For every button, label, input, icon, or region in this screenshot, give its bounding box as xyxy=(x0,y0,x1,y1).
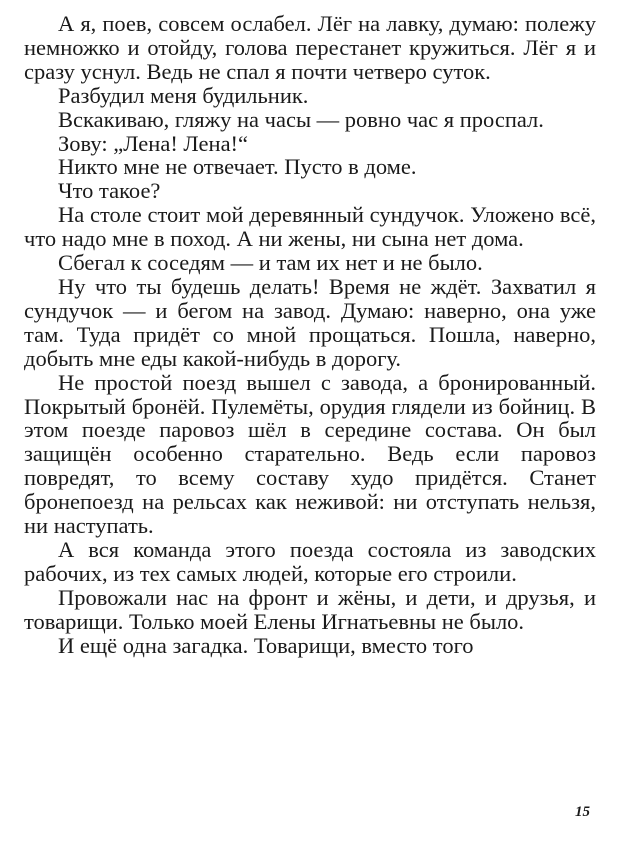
paragraph: Сбегал к соседям — и там их нет и не было. xyxy=(58,250,483,276)
paragraph: Разбудил меня будильник. xyxy=(58,82,309,108)
paragraph: Не простой поезд вышел с завода, а бронированный. Покрытый бронёй. Пулемёты, орудия глядели из бойниц. В этом поезде паровоз шёл в середине состава. Он был защищён особенно старательно. Ведь если паровоз повредят, то всему составу худо придётся. Станет бронепоезд на рельсах как неживой: ни отступать нельзя, ни наступать. xyxy=(24,369,596,539)
paragraph: Ну что ты будешь делать! Время не ждёт. Захватил я сундучок — и бегом на завод. Думаю: наверно, она уже там. Туда придёт со мной прощаться. Пошла, наверно, добыть мне еды какой-нибудь в дорогу. xyxy=(24,273,596,371)
paragraph: И ещё одна загадка. Товарищи, вместо того xyxy=(58,632,474,658)
paragraph: Зову: „Лена! Лена!“ xyxy=(58,130,249,156)
paragraph: А вся команда этого поезда состояла из заводских рабочих, из тех самых людей, которые его строили. xyxy=(24,536,596,586)
paragraph: Что такое? xyxy=(58,178,161,204)
paragraph: А я, поев, совсем ослабел. Лёг на лавку, думаю: полежу немножко и отойду, голова перестанет кружиться. Лёг я и сразу уснул. Ведь не спал я почти четверо суток. xyxy=(24,11,596,84)
paragraph: Никто мне не отвечает. Пусто в доме. xyxy=(58,154,417,180)
page-number: 15 xyxy=(575,804,590,820)
paragraph: На столе стоит мой деревянный сундучок. Уложено всё, что надо мне в поход. А ни жены, ни сына нет дома. xyxy=(24,202,596,252)
paragraph: Вскакиваю, гляжу на часы — ровно час я проспал. xyxy=(58,106,544,132)
book-page xyxy=(24,0,596,841)
paragraph: Провожали нас на фронт и жёны, и дети, и друзья, и товарищи. Только моей Елены Игнатьевны не было. xyxy=(24,584,596,634)
body-text xyxy=(24,12,596,657)
